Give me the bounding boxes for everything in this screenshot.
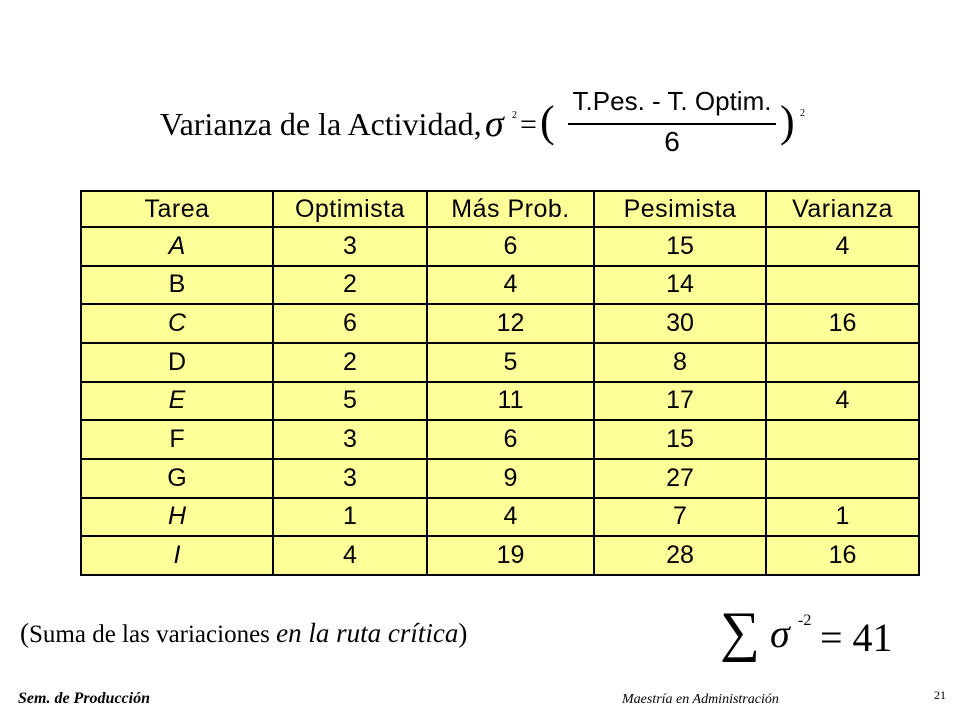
pesimista-cell: 8 (594, 343, 766, 382)
footer-center: Maestría en Administración (622, 692, 779, 707)
varianza-cell: 4 (766, 227, 919, 266)
mas-prob-cell: 4 (427, 498, 594, 537)
left-paren: ( (540, 97, 555, 146)
task-cell: B (81, 266, 273, 305)
optimista-cell: 3 (273, 420, 427, 459)
sigma-symbol: σ (485, 103, 504, 145)
task-cell: F (81, 420, 273, 459)
mas-prob-cell: 6 (427, 420, 594, 459)
optimista-cell: 3 (273, 459, 427, 498)
outer-exponent: 2 (800, 108, 805, 119)
variance-table (80, 190, 920, 576)
fraction-bar (568, 123, 776, 125)
varianza-cell: 1 (766, 498, 919, 537)
sigma-exponent: 2 (512, 110, 517, 121)
pesimista-cell: 14 (594, 266, 766, 305)
varianza-cell: 4 (766, 382, 919, 421)
summary-close-paren: ) (458, 618, 468, 648)
task-cell: G (81, 459, 273, 498)
task-cell: A (81, 227, 273, 266)
header-tarea: Tarea (81, 191, 273, 227)
optimista-cell: 6 (273, 304, 427, 343)
task-cell: I (81, 536, 273, 575)
optimista-cell: 2 (273, 266, 427, 305)
mas-prob-cell: 9 (427, 459, 594, 498)
task-cell: D (81, 343, 273, 382)
pesimista-cell: 15 (594, 227, 766, 266)
table-row (81, 459, 919, 498)
optimista-cell: 1 (273, 498, 427, 537)
fraction-numerator: T.Pes. - T. Optim. (572, 86, 772, 116)
page-number: 21 (934, 688, 946, 702)
summary-italic: en la ruta crítica (276, 618, 459, 648)
summary-text (20, 618, 467, 649)
pesimista-cell: 7 (594, 498, 766, 537)
formula-label: Varianza de la Actividad, (160, 106, 482, 142)
optimista-cell: 3 (273, 227, 427, 266)
pesimista-cell: 28 (594, 536, 766, 575)
right-paren: ) (780, 97, 795, 146)
optimista-cell: 4 (273, 536, 427, 575)
header-varianza: Varianza (766, 191, 919, 227)
mas-prob-cell: 11 (427, 382, 594, 421)
table-row (81, 536, 919, 575)
varianza-cell (766, 420, 919, 459)
sum-formula (720, 601, 920, 674)
mas-prob-cell: 6 (427, 227, 594, 266)
optimista-cell: 2 (273, 343, 427, 382)
sum-sigma: σ (770, 611, 790, 656)
optimista-cell: 5 (273, 382, 427, 421)
pesimista-cell: 27 (594, 459, 766, 498)
table-row (81, 382, 919, 421)
mas-prob-cell: 19 (427, 536, 594, 575)
mas-prob-cell: 4 (427, 266, 594, 305)
varianza-cell (766, 459, 919, 498)
table-row (81, 266, 919, 305)
header-pesimista: Pesimista (594, 191, 766, 227)
task-cell: C (81, 304, 273, 343)
table-row (81, 498, 919, 537)
header-mas-prob: Más Prob. (427, 191, 594, 227)
varianza-cell: 16 (766, 536, 919, 575)
varianza-cell (766, 343, 919, 382)
summary-open-paren: ( (20, 618, 29, 648)
pesimista-cell: 15 (594, 420, 766, 459)
sum-symbol: ∑ (720, 601, 760, 663)
table-row (81, 227, 919, 266)
table-row (81, 420, 919, 459)
header-optimista: Optimista (273, 191, 427, 227)
mas-prob-cell: 12 (427, 304, 594, 343)
varianza-cell (766, 266, 919, 305)
task-cell: E (81, 382, 273, 421)
footer-left: Sem. de Producción (18, 690, 150, 707)
pesimista-cell: 30 (594, 304, 766, 343)
table-row (81, 304, 919, 343)
sum-exponent: -2 (798, 612, 812, 629)
equals-sign: = (520, 108, 537, 141)
varianza-cell: 16 (766, 304, 919, 343)
table-header-row (81, 191, 919, 227)
task-cell: H (81, 498, 273, 537)
pesimista-cell: 17 (594, 382, 766, 421)
variance-formula (160, 86, 840, 166)
fraction-denominator: 6 (664, 126, 680, 157)
sum-result: = 41 (820, 615, 893, 660)
summary-plain: Suma de las variaciones (29, 621, 277, 648)
fraction (562, 86, 782, 166)
table-row (81, 343, 919, 382)
mas-prob-cell: 5 (427, 343, 594, 382)
